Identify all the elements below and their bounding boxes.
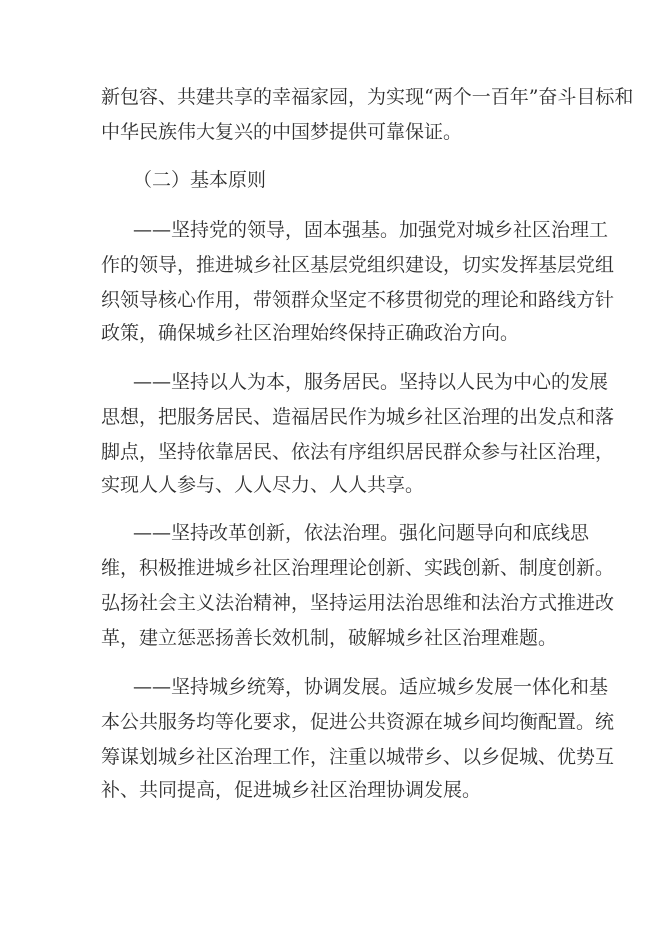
- paragraph-line: ——坚持改革创新，依法治理。强化问题导向和底线思: [133, 522, 590, 544]
- paragraph-line: ——坚持以人为本，服务居民。坚持以人民为中心的发展: [133, 371, 609, 393]
- section-heading: （二）基本原则: [133, 169, 267, 191]
- intro-line: 中华民族伟大复兴的中国梦提供可靠保证。: [101, 121, 463, 143]
- paragraph-line: 织领导核心作用，带领群众坚定不移贯彻党的理论和路线方针: [101, 289, 615, 311]
- intro-line: 新包容、共建共享的幸福家园，为实现“两个一百年”奋斗目标和: [101, 86, 634, 108]
- paragraph-line: 筹谋划城乡社区治理工作，注重以城带乡、以乡促城、优势互: [101, 746, 615, 768]
- paragraph-line: 维，积极推进城乡社区治理理论创新、实践创新、制度创新。: [101, 557, 615, 579]
- paragraph-line: 思想，把服务居民、造福居民作为城乡社区治理的出发点和落: [101, 406, 615, 428]
- paragraph-line: 弘扬社会主义法治精神，坚持运用法治思维和法治方式推进改: [101, 592, 615, 614]
- paragraph-line: 革，建立惩恶扬善长效机制，破解城乡社区治理难题。: [101, 627, 558, 649]
- paragraph-line: 脚点，坚持依靠居民、依法有序组织居民群众参与社区治理，: [101, 441, 615, 463]
- paragraph-line: 本公共服务均等化要求，促进公共资源在城乡间均衡配置。统: [101, 711, 615, 733]
- paragraph-line: 政策，确保城乡社区治理始终保持正确政治方向。: [101, 322, 520, 344]
- paragraph-line: 作的领导，推进城乡社区基层党组织建设，切实发挥基层党组: [101, 254, 615, 276]
- paragraph-line: 实现人人参与、人人尽力、人人共享。: [101, 474, 425, 496]
- paragraph-line: 补、共同提高，促进城乡社区治理协调发展。: [101, 779, 482, 801]
- paragraph-line: ——坚持城乡统筹，协调发展。适应城乡发展一体化和基: [133, 676, 609, 698]
- paragraph-line: ——坚持党的领导，固本强基。加强党对城乡社区治理工: [133, 219, 609, 241]
